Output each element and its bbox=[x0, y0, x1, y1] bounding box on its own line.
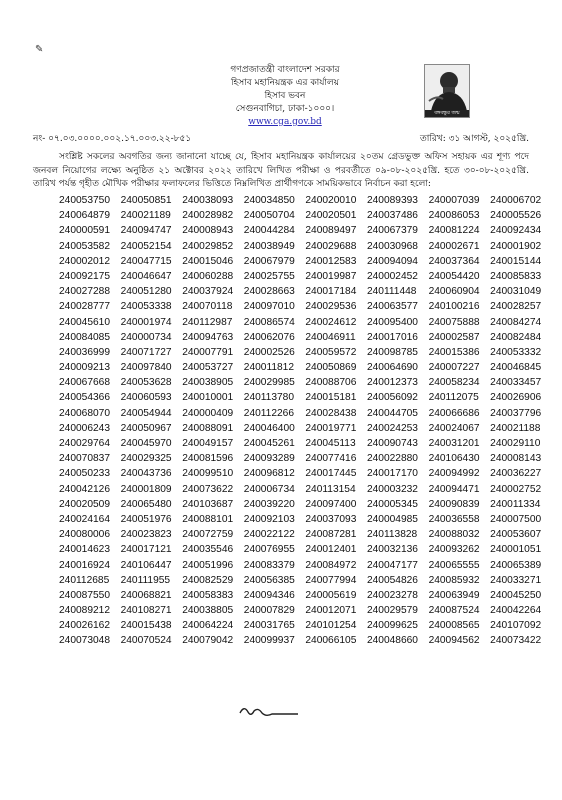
roll-number-cell: 240015386 bbox=[428, 346, 480, 358]
roll-number-cell: 240024612 bbox=[305, 316, 357, 328]
roll-number-cell: 240038805 bbox=[182, 605, 234, 617]
roll-number-cell: 240000734 bbox=[120, 331, 172, 343]
roll-number-cell: 240088706 bbox=[305, 377, 357, 389]
roll-number-cell: 240019771 bbox=[305, 422, 357, 434]
roll-number-cell: 240006734 bbox=[243, 483, 295, 495]
roll-number-cell: 240112266 bbox=[243, 407, 295, 419]
table-row bbox=[59, 558, 552, 573]
roll-number-cell: 240063949 bbox=[428, 589, 480, 601]
roll-number-cell: 240031201 bbox=[428, 438, 480, 449]
roll-number-cell: 240000409 bbox=[182, 407, 234, 419]
table-row bbox=[59, 618, 552, 633]
roll-number-cell: 240064224 bbox=[182, 620, 234, 632]
header-address: সেগুনবাগিচা, ঢাকা-১০০০। bbox=[235, 104, 335, 114]
roll-number-cell: 240106430 bbox=[428, 453, 480, 465]
roll-number-cell: 240017121 bbox=[120, 544, 172, 556]
roll-number-cell: 240086574 bbox=[243, 316, 295, 328]
roll-number-cell: 240087524 bbox=[428, 605, 480, 617]
roll-number-cell: 240042264 bbox=[490, 605, 542, 617]
roll-number-cell: 240053628 bbox=[120, 377, 172, 389]
roll-number-cell: 240092103 bbox=[243, 513, 295, 525]
roll-number-cell: 240094346 bbox=[243, 589, 295, 601]
table-row bbox=[59, 421, 552, 436]
roll-number-cell: 240060904 bbox=[428, 286, 480, 298]
roll-number-cell: 240037364 bbox=[428, 255, 480, 267]
roll-number-cell: 240100216 bbox=[428, 301, 480, 313]
roll-number-cell: 240079042 bbox=[182, 635, 234, 647]
roll-number-cell: 240051280 bbox=[120, 286, 172, 298]
roll-number-cell: 240004985 bbox=[366, 513, 418, 525]
roll-number-cell: 240015046 bbox=[182, 255, 234, 267]
roll-number-cell: 240111955 bbox=[120, 574, 171, 586]
table-row bbox=[59, 239, 552, 254]
roll-number-cell: 240053607 bbox=[490, 529, 542, 541]
roll-number-cell: 240073048 bbox=[59, 635, 110, 647]
table-row bbox=[59, 466, 552, 481]
table-row bbox=[59, 497, 552, 512]
table-row bbox=[59, 603, 552, 618]
roll-number-cell: 240098785 bbox=[366, 346, 418, 358]
roll-number-cell: 240113828 bbox=[366, 529, 418, 541]
roll-number-cell: 240097840 bbox=[120, 362, 172, 374]
table-row bbox=[59, 588, 552, 603]
roll-number-cell: 240066686 bbox=[428, 407, 480, 419]
roll-number-cell: 240042126 bbox=[59, 483, 110, 495]
roll-number-cell: 240045970 bbox=[120, 438, 172, 449]
roll-number-cell: 240087281 bbox=[305, 529, 357, 541]
roll-number-cell: 240050869 bbox=[305, 362, 357, 374]
roll-number-cell: 240032136 bbox=[366, 544, 418, 556]
roll-number-cell: 240097400 bbox=[305, 498, 357, 510]
roll-number-cell: 240046647 bbox=[120, 270, 172, 282]
roll-number-cell: 240033457 bbox=[490, 377, 542, 389]
roll-number-cell: 240112987 bbox=[182, 316, 233, 328]
roll-number-cell: 240088032 bbox=[428, 529, 480, 541]
roll-number-cell: 240017170 bbox=[366, 468, 418, 480]
roll-number-cell: 240030968 bbox=[366, 240, 418, 252]
roll-number-cell: 240028438 bbox=[305, 407, 357, 419]
roll-number-cell: 240038949 bbox=[243, 240, 295, 252]
roll-number-cell: 240029579 bbox=[366, 605, 418, 617]
roll-number-cell: 240038093 bbox=[182, 195, 234, 206]
roll-number-cell: 240033271 bbox=[490, 574, 542, 586]
roll-number-cell: 240094471 bbox=[428, 483, 480, 495]
roll-number-cell: 240068821 bbox=[120, 589, 172, 601]
roll-number-cell: 240008943 bbox=[182, 225, 234, 237]
table-row bbox=[59, 542, 552, 557]
roll-number-cell: 240113154 bbox=[305, 483, 356, 495]
table-row bbox=[59, 345, 552, 360]
roll-number-cell: 240060288 bbox=[182, 270, 234, 282]
table-row bbox=[59, 208, 552, 223]
roll-number-cell: 240084972 bbox=[305, 559, 357, 571]
roll-number-cell: 240028663 bbox=[243, 286, 295, 298]
roll-number-cell: 240012583 bbox=[305, 255, 357, 267]
roll-number-cell: 240088091 bbox=[182, 422, 234, 434]
roll-number-cell: 240087550 bbox=[59, 589, 110, 601]
roll-number-cell: 240051996 bbox=[182, 559, 234, 571]
roll-number-cell: 240081224 bbox=[428, 225, 480, 237]
signature bbox=[236, 699, 306, 723]
roll-number-cell: 240101254 bbox=[305, 620, 357, 632]
roll-number-cell: 240026906 bbox=[490, 392, 542, 404]
roll-number-cell: 240048660 bbox=[366, 635, 418, 647]
corner-mark: ✎ bbox=[35, 44, 44, 55]
roll-number-cell: 240007829 bbox=[243, 605, 295, 617]
roll-number-cell: 240035546 bbox=[182, 544, 234, 556]
roll-number-cell: 240001902 bbox=[490, 240, 542, 252]
roll-number-cell: 240020010 bbox=[305, 195, 357, 206]
roll-number-cell: 240037486 bbox=[366, 210, 418, 222]
roll-number-cell: 240036227 bbox=[490, 468, 542, 480]
roll-number-cell: 240029536 bbox=[305, 301, 357, 313]
roll-number-cell: 240029110 bbox=[490, 438, 541, 449]
roll-number-cell: 240082484 bbox=[490, 331, 542, 343]
roll-number-cell: 240036999 bbox=[59, 346, 110, 358]
roll-number-cell: 240089393 bbox=[366, 195, 418, 206]
roll-number-cell: 240090743 bbox=[366, 438, 418, 449]
roll-number-cell: 240002752 bbox=[490, 483, 542, 495]
roll-number-cell: 240058234 bbox=[428, 377, 480, 389]
roll-number-cell: 240044284 bbox=[243, 225, 295, 237]
roll-number-cell: 240029764 bbox=[59, 438, 110, 449]
roll-number-cell: 240049157 bbox=[182, 438, 234, 449]
roll-number-cell: 240089212 bbox=[59, 605, 110, 617]
roll-number-cell: 240056385 bbox=[243, 574, 295, 586]
table-row bbox=[59, 482, 552, 497]
roll-number-cell: 240002526 bbox=[243, 346, 295, 358]
roll-number-cell: 240113780 bbox=[243, 392, 295, 404]
roll-number-cell: 240022880 bbox=[366, 453, 418, 465]
roll-number-cell: 240028257 bbox=[490, 301, 542, 313]
table-row bbox=[59, 284, 552, 299]
roll-number-cell: 240053332 bbox=[490, 346, 542, 358]
roll-number-cell: 240051976 bbox=[120, 513, 172, 525]
roll-number-cell: 240022122 bbox=[243, 529, 295, 541]
roll-number-cell: 240065555 bbox=[428, 559, 480, 571]
letterhead bbox=[160, 64, 410, 129]
table-row bbox=[59, 512, 552, 527]
roll-number-cell: 240070524 bbox=[120, 635, 172, 647]
roll-number-cell: 240085833 bbox=[490, 270, 542, 282]
table-row bbox=[59, 527, 552, 542]
roll-number-cell: 240005345 bbox=[366, 498, 418, 510]
table-row bbox=[59, 269, 552, 284]
roll-number-cell: 240075888 bbox=[428, 316, 480, 328]
roll-number-cell: 240017184 bbox=[305, 286, 357, 298]
roll-number-cell: 240065480 bbox=[120, 498, 172, 510]
roll-number-cell: 240006702 bbox=[490, 195, 542, 206]
roll-number-cell: 240005526 bbox=[490, 210, 542, 222]
roll-number-cell: 240063577 bbox=[366, 301, 418, 313]
roll-number-cell: 240001809 bbox=[120, 483, 172, 495]
roll-number-cell: 240044705 bbox=[366, 407, 418, 419]
roll-number-cell: 240095400 bbox=[366, 316, 418, 328]
roll-number-cell: 240012401 bbox=[305, 544, 357, 556]
roll-number-cell: 240092434 bbox=[490, 225, 542, 237]
roll-number-cell: 240023823 bbox=[120, 529, 172, 541]
roll-number-cell: 240053727 bbox=[182, 362, 234, 374]
roll-number-cell: 240060593 bbox=[120, 392, 172, 404]
roll-number-cell: 240094763 bbox=[182, 331, 234, 343]
roll-number-cell: 240067379 bbox=[366, 225, 418, 237]
roll-number-cell: 240067668 bbox=[59, 377, 110, 389]
roll-number-cell: 240011812 bbox=[243, 362, 295, 374]
roll-number-cell: 240065389 bbox=[490, 559, 542, 571]
roll-number-cell: 240043736 bbox=[120, 468, 172, 480]
roll-number-cell: 240006243 bbox=[59, 422, 110, 434]
roll-number-cell: 240077994 bbox=[305, 574, 357, 586]
roll-number-cell: 240054420 bbox=[428, 270, 480, 282]
roll-number-cell: 240103687 bbox=[182, 498, 234, 510]
roll-number-cell: 240011334 bbox=[490, 498, 541, 510]
roll-number-cell: 240056092 bbox=[366, 392, 418, 404]
table-row bbox=[59, 573, 552, 588]
roll-number-cell: 240017445 bbox=[305, 468, 357, 480]
table-row bbox=[59, 254, 552, 269]
table-row bbox=[59, 390, 552, 405]
roll-number-cell: 240090839 bbox=[428, 498, 480, 510]
table-row bbox=[59, 223, 552, 238]
seal-caption: বঙ্গবন্ধুর জন্ম bbox=[425, 110, 469, 117]
roll-number-cell: 240029985 bbox=[243, 377, 295, 389]
roll-number-cell: 240037924 bbox=[182, 286, 234, 298]
table-row bbox=[59, 299, 552, 314]
roll-number-cell: 240010001 bbox=[182, 392, 234, 404]
roll-number-cell: 240047715 bbox=[120, 255, 172, 267]
roll-number-cell: 240072759 bbox=[182, 529, 234, 541]
roll-number-cell: 240046911 bbox=[305, 331, 356, 343]
roll-number-cell: 240007500 bbox=[490, 513, 542, 525]
roll-number-cell: 240070118 bbox=[182, 301, 233, 313]
roll-number-cell: 240053582 bbox=[59, 240, 110, 252]
roll-number-cell: 240094562 bbox=[428, 635, 480, 647]
roll-number-cell: 240107092 bbox=[490, 620, 542, 632]
roll-number-cell: 240028982 bbox=[182, 210, 234, 222]
roll-number-cell: 240009213 bbox=[59, 362, 110, 374]
roll-number-cell: 240047177 bbox=[366, 559, 418, 571]
roll-number-cell: 240024164 bbox=[59, 513, 110, 525]
roll-number-cell: 240111448 bbox=[366, 286, 417, 298]
roll-number-cell: 240029325 bbox=[120, 453, 172, 465]
roll-number-cell: 240039220 bbox=[243, 498, 295, 510]
roll-number-cell: 240025755 bbox=[243, 270, 295, 282]
roll-number-cell: 240001051 bbox=[490, 544, 542, 556]
roll-number-cell: 240094992 bbox=[428, 468, 480, 480]
roll-number-table bbox=[59, 193, 552, 649]
roll-number-cell: 240029688 bbox=[305, 240, 357, 252]
roll-number-cell: 240064879 bbox=[59, 210, 110, 222]
roll-number-cell: 240073422 bbox=[490, 635, 542, 647]
roll-number-cell: 240007039 bbox=[428, 195, 480, 206]
roll-number-cell: 240082529 bbox=[182, 574, 234, 586]
roll-number-cell: 240020501 bbox=[305, 210, 357, 222]
roll-number-cell: 240015438 bbox=[120, 620, 172, 632]
roll-number-cell: 240021189 bbox=[120, 210, 171, 222]
roll-number-cell: 240036558 bbox=[428, 513, 480, 525]
roll-number-cell: 240081596 bbox=[182, 453, 234, 465]
roll-number-cell: 240054366 bbox=[59, 392, 110, 404]
roll-number-cell: 240070837 bbox=[59, 453, 110, 465]
roll-number-cell: 240067979 bbox=[243, 255, 295, 267]
memo-number: নং- ০৭.০৩.০০০০.০০২.১৭.০০৩.২২-৮৫১ bbox=[33, 134, 192, 144]
roll-number-cell: 240005619 bbox=[305, 589, 357, 601]
roll-number-cell: 240076955 bbox=[243, 544, 295, 556]
roll-number-cell: 240084085 bbox=[59, 331, 110, 343]
roll-number-cell: 240099625 bbox=[366, 620, 418, 632]
roll-number-cell: 240017016 bbox=[366, 331, 418, 343]
roll-number-cell: 240046845 bbox=[490, 362, 542, 374]
roll-number-cell: 240037093 bbox=[305, 513, 357, 525]
roll-number-cell: 240099510 bbox=[182, 468, 234, 480]
roll-number-cell: 240007227 bbox=[428, 362, 480, 374]
roll-number-cell: 240092175 bbox=[59, 270, 110, 282]
table-row bbox=[59, 451, 552, 466]
roll-number-cell: 240028777 bbox=[59, 301, 110, 313]
roll-number-cell: 240064690 bbox=[366, 362, 418, 374]
roll-number-cell: 240024067 bbox=[428, 422, 480, 434]
roll-number-cell: 240027288 bbox=[59, 286, 110, 298]
roll-number-cell: 240031765 bbox=[243, 620, 295, 632]
roll-number-cell: 240000591 bbox=[59, 225, 110, 237]
roll-number-cell: 240038905 bbox=[182, 377, 234, 389]
roll-number-cell: 240093262 bbox=[428, 544, 480, 556]
roll-number-cell: 240106447 bbox=[120, 559, 172, 571]
roll-number-cell: 240093289 bbox=[243, 453, 295, 465]
roll-number-cell: 240062076 bbox=[243, 331, 295, 343]
roll-number-cell: 240085932 bbox=[428, 574, 480, 586]
roll-number-cell: 240059572 bbox=[305, 346, 357, 358]
roll-number-cell: 240099937 bbox=[243, 635, 295, 647]
notice-body-text: সংশ্লিষ্ট সকলের অবগতির জন্য জানানো যাচ্ছে যে, হিসাব মহানিয়ন্ত্রক কার্যালয়ের ২০তম গ্রেডভুক্ত অফিস সহায়ক এর শূণ্য পদে জনবল নিয়োগের লক্ষ্যে অনুষ্ঠিত ২১ অক্টোবর ২০২২ তারিখে লিখিত পরীক্ষা ও পরবর্তীতে ০৯-০৮-২০২৫খ্রি. হতে ৩০-০৮-২০২৫খ্রি. তারিখ পর্যন্ত গৃহীত মৌখিক পরীক্ষার ফলাফলের ভিত্তিতে নিম্নলিখিত প্রার্থীগণকে সাময়িকভাবে নির্বাচন করা হলো: bbox=[33, 152, 529, 189]
roll-number-cell: 240077416 bbox=[305, 453, 357, 465]
roll-number-cell: 240024253 bbox=[366, 422, 418, 434]
roll-number-cell: 240002587 bbox=[428, 331, 480, 343]
roll-number-cell: 240108271 bbox=[120, 605, 172, 617]
roll-number-cell: 240054826 bbox=[366, 574, 418, 586]
roll-number-cell: 240031049 bbox=[490, 286, 542, 298]
roll-number-cell: 240054944 bbox=[120, 407, 172, 419]
roll-number-cell: 240026162 bbox=[59, 620, 110, 632]
memo-date: তারিখ: ৩১ আগস্ট, ২০২৫খ্রি. bbox=[419, 134, 529, 144]
header-govt-name: গণপ্রজাতন্ত্রী বাংলাদেশ সরকার bbox=[230, 65, 340, 75]
roll-number-cell: 240014623 bbox=[59, 544, 110, 556]
roll-number-cell: 240015181 bbox=[305, 392, 357, 404]
roll-number-cell: 240086053 bbox=[428, 210, 480, 222]
roll-number-cell: 240019987 bbox=[305, 270, 357, 282]
roll-number-cell: 240097010 bbox=[243, 301, 295, 313]
roll-number-cell: 240088101 bbox=[182, 513, 234, 525]
table-row bbox=[59, 315, 552, 330]
roll-number-cell: 240003232 bbox=[366, 483, 418, 495]
roll-number-cell: 240094747 bbox=[120, 225, 172, 237]
table-row bbox=[59, 360, 552, 375]
roll-number-cell: 240008565 bbox=[428, 620, 480, 632]
roll-number-cell: 240089497 bbox=[305, 225, 357, 237]
roll-number-cell: 240052154 bbox=[120, 240, 172, 252]
roll-number-cell: 240084274 bbox=[490, 316, 542, 328]
header-website-link[interactable]: www.cga.gov.bd bbox=[248, 117, 322, 127]
header-building: হিসাব ভবন bbox=[264, 91, 306, 101]
roll-number-cell: 240053338 bbox=[120, 301, 172, 313]
roll-number-cell: 240058383 bbox=[182, 589, 234, 601]
header-office-name: হিসাব মহানিয়ন্ত্রক এর কার্যালয় bbox=[230, 78, 340, 88]
roll-number-cell: 240037796 bbox=[490, 407, 542, 419]
roll-number-cell: 240020509 bbox=[59, 498, 110, 510]
roll-number-cell: 240096812 bbox=[243, 468, 295, 480]
roll-number-cell: 240094094 bbox=[366, 255, 418, 267]
table-row bbox=[59, 330, 552, 345]
roll-number-cell: 240008143 bbox=[490, 453, 542, 465]
table-row bbox=[59, 375, 552, 390]
roll-number-cell: 240007791 bbox=[182, 346, 234, 358]
roll-number-cell: 240015144 bbox=[490, 255, 542, 267]
table-row bbox=[59, 193, 552, 208]
table-row bbox=[59, 436, 552, 451]
roll-number-cell: 240045610 bbox=[59, 316, 110, 328]
roll-number-cell: 240023278 bbox=[366, 589, 418, 601]
roll-number-cell: 240050233 bbox=[59, 468, 110, 480]
roll-number-cell: 240050967 bbox=[120, 422, 172, 434]
roll-number-cell: 240066105 bbox=[305, 635, 357, 647]
portrait-seal-icon bbox=[424, 64, 470, 118]
roll-number-cell: 240001974 bbox=[120, 316, 172, 328]
roll-number-cell: 240012373 bbox=[366, 377, 418, 389]
roll-number-cell: 240045250 bbox=[490, 589, 542, 601]
roll-number-cell: 240021188 bbox=[490, 422, 541, 434]
roll-number-cell: 240112685 bbox=[59, 574, 110, 586]
roll-number-cell: 240053750 bbox=[59, 195, 110, 206]
roll-number-cell: 240029852 bbox=[182, 240, 234, 252]
roll-number-cell: 240083379 bbox=[243, 559, 295, 571]
roll-number-cell: 240050851 bbox=[120, 195, 172, 206]
roll-number-cell: 240012071 bbox=[305, 605, 357, 617]
roll-number-cell: 240034850 bbox=[243, 195, 295, 206]
roll-number-cell: 240045261 bbox=[243, 438, 295, 449]
roll-number-cell: 240002012 bbox=[59, 255, 110, 267]
roll-number-cell: 240073622 bbox=[182, 483, 234, 495]
roll-number-cell: 240046400 bbox=[243, 422, 295, 434]
table-row bbox=[59, 633, 552, 648]
roll-number-cell: 240002671 bbox=[428, 240, 480, 252]
table-row bbox=[59, 406, 552, 421]
roll-number-cell: 240050704 bbox=[243, 210, 295, 222]
roll-number-cell: 240112075 bbox=[428, 392, 479, 404]
roll-number-cell: 240045113 bbox=[305, 438, 356, 449]
roll-number-cell: 240002452 bbox=[366, 270, 418, 282]
roll-number-cell: 240080006 bbox=[59, 529, 110, 541]
roll-number-cell: 240071727 bbox=[120, 346, 172, 358]
roll-number-cell: 240068070 bbox=[59, 407, 110, 419]
roll-number-cell: 240016924 bbox=[59, 559, 110, 571]
